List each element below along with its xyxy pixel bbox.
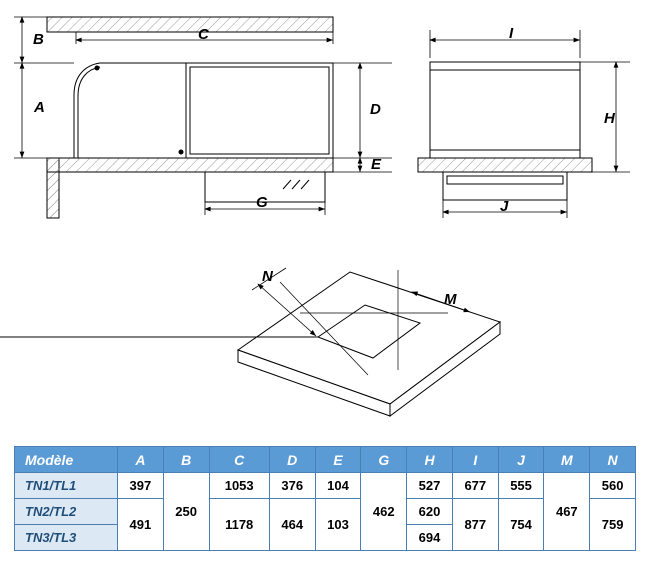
cell-H-3: 694 [407, 525, 453, 551]
cell-A-1: 397 [118, 473, 164, 499]
header-E: E [315, 447, 361, 473]
front-view [47, 17, 333, 218]
isometric-view [0, 270, 500, 416]
cell-J-23: 754 [498, 499, 544, 551]
header-I: I [452, 447, 498, 473]
header-C: C [209, 447, 269, 473]
header-B: B [163, 447, 209, 473]
dim-label-M: M [444, 291, 457, 308]
cell-B-all: 250 [163, 473, 209, 551]
table-row [15, 499, 636, 525]
cell-model-3: TN3/TL3 [15, 525, 118, 551]
dim-label-H: H [604, 110, 615, 127]
dim-label-B: B [33, 31, 44, 48]
cell-D-23: 464 [269, 499, 315, 551]
header-modele: Modèle [15, 447, 118, 473]
header-M: M [544, 447, 590, 473]
header-J: J [498, 447, 544, 473]
header-D: D [269, 447, 315, 473]
dim-label-N: N [262, 268, 273, 285]
dim-label-D: D [370, 101, 381, 118]
side-view [418, 62, 592, 200]
cell-N-23: 759 [590, 499, 636, 551]
cell-D-1: 376 [269, 473, 315, 499]
dim-label-J: J [500, 198, 509, 215]
header-N: N [590, 447, 636, 473]
dim-label-I: I [509, 25, 514, 42]
table-header-row [15, 447, 636, 473]
cell-H-1: 527 [407, 473, 453, 499]
cell-G-all: 462 [361, 473, 407, 551]
cell-C-23: 1178 [209, 499, 269, 551]
header-H: H [407, 447, 453, 473]
cell-C-1: 1053 [209, 473, 269, 499]
cell-A-23: 491 [118, 499, 164, 551]
cell-I-1: 677 [452, 473, 498, 499]
dim-label-C: C [198, 26, 209, 43]
cell-model-2: TN2/TL2 [15, 499, 118, 525]
cell-E-23: 103 [315, 499, 361, 551]
header-A: A [118, 447, 164, 473]
table-row [15, 473, 636, 499]
dim-label-A: A [34, 99, 45, 116]
cell-J-1: 555 [498, 473, 544, 499]
cell-H-2: 620 [407, 499, 453, 525]
cell-M-all: 467 [544, 473, 590, 551]
cell-model-1: TN1/TL1 [15, 473, 118, 499]
cell-I-23: 877 [452, 499, 498, 551]
dim-label-G: G [256, 194, 268, 211]
cell-E-1: 104 [315, 473, 361, 499]
dimensions-table [14, 446, 636, 551]
header-G: G [361, 447, 407, 473]
dim-label-E: E [371, 156, 382, 173]
cell-N-1: 560 [590, 473, 636, 499]
